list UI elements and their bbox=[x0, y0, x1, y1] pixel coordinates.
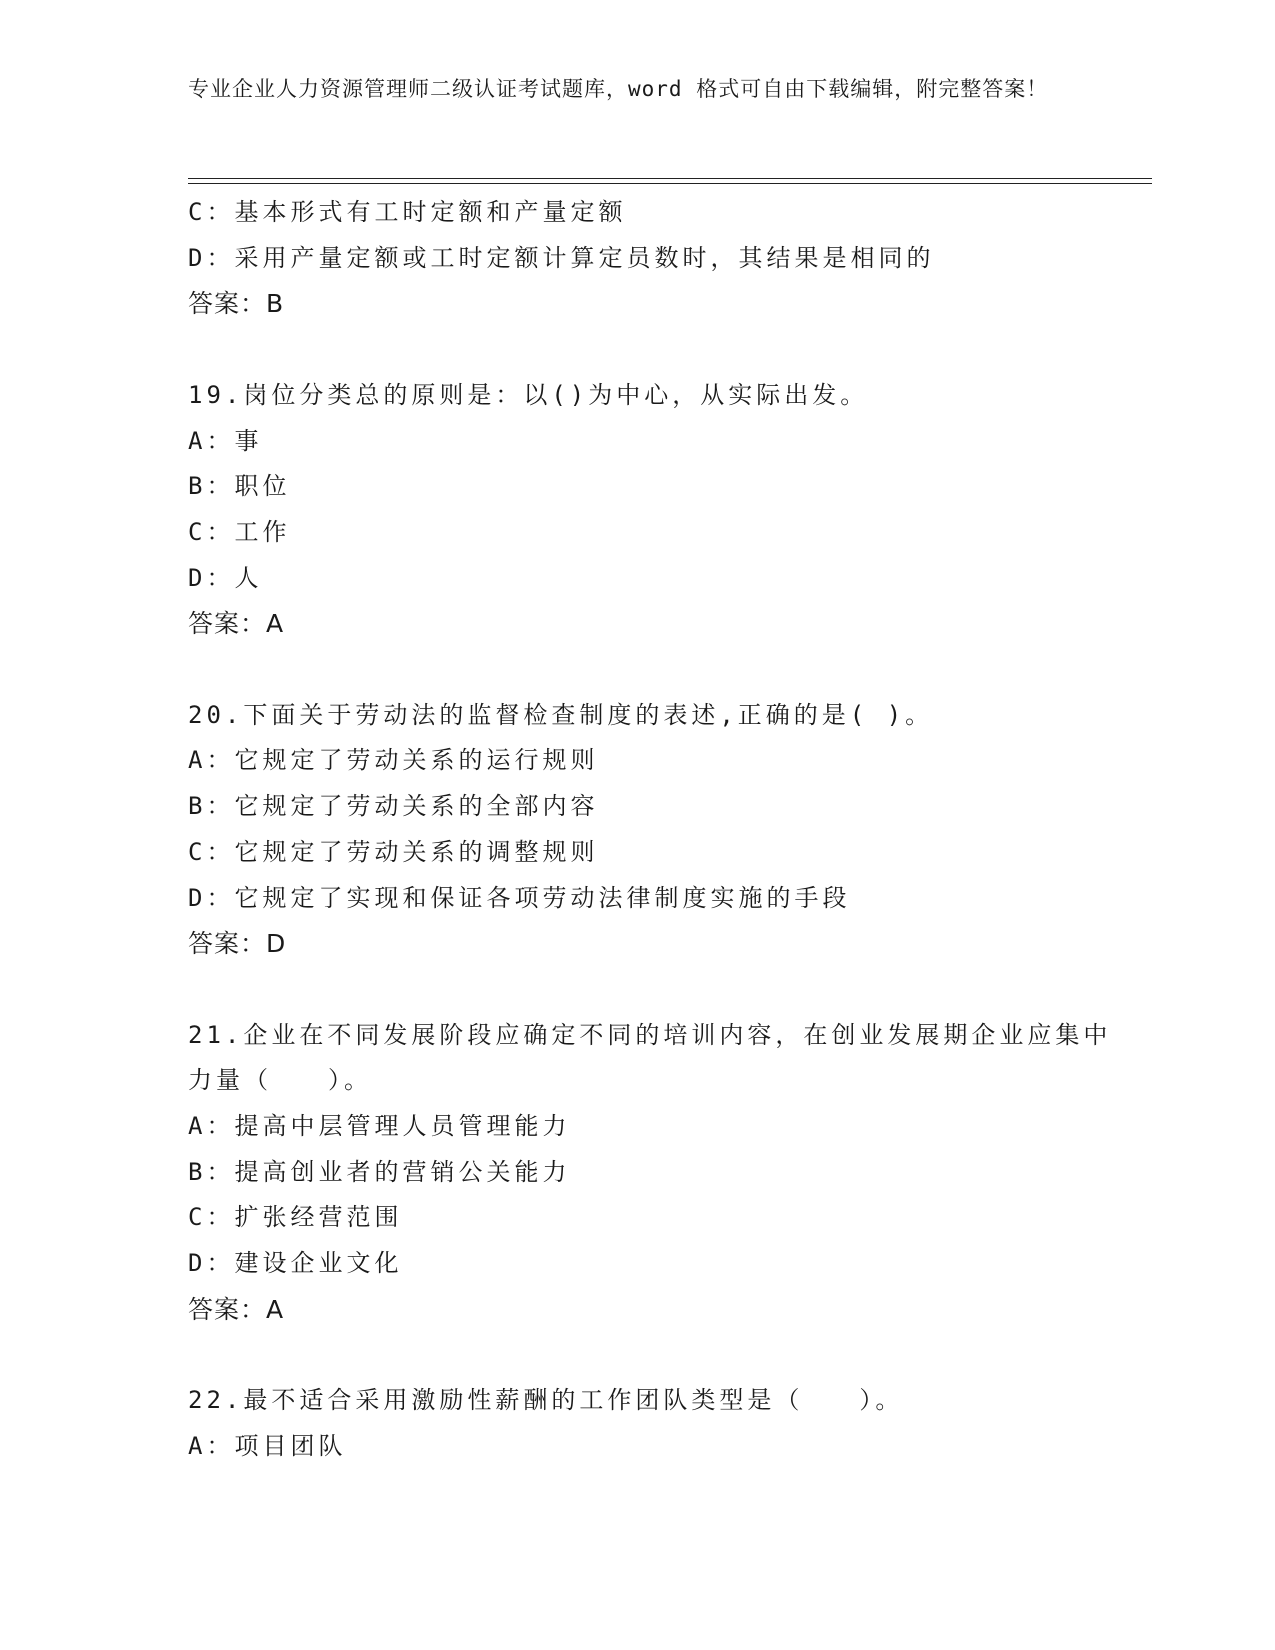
spacer bbox=[188, 647, 1128, 693]
option-d: D：它规定了实现和保证各项劳动法律制度实施的手段 bbox=[188, 883, 851, 912]
option-d: D：建设企业文化 bbox=[188, 1249, 403, 1278]
option-a: A：它规定了劳动关系的运行规则 bbox=[188, 746, 599, 775]
answer-line: 答案：A bbox=[188, 1294, 285, 1324]
option-b: B：职位 bbox=[188, 472, 291, 501]
previous-question-tail bbox=[188, 190, 1128, 327]
option-b: B：提高创业者的营销公关能力 bbox=[188, 1157, 571, 1186]
option-a: A：提高中层管理人员管理能力 bbox=[188, 1112, 571, 1141]
option-c: C：工作 bbox=[188, 517, 291, 546]
spacer bbox=[188, 1333, 1128, 1379]
spacer bbox=[188, 967, 1128, 1013]
question-stem: 19.岗位分类总的原则是：以()为中心，从实际出发。 bbox=[188, 380, 869, 409]
question-19 bbox=[188, 373, 1128, 647]
question-20 bbox=[188, 693, 1128, 967]
option-c: C：它规定了劳动关系的调整规则 bbox=[188, 837, 599, 866]
question-stem: 22.最不适合采用激励性薪酬的工作团队类型是（ ）。 bbox=[188, 1386, 904, 1415]
spacer bbox=[188, 327, 1128, 373]
option-d: D：采用产量定额或工时定额计算定员数时，其结果是相同的 bbox=[188, 243, 935, 272]
option-c: C：扩张经营范围 bbox=[188, 1203, 403, 1232]
option-a: A：项目团队 bbox=[188, 1431, 347, 1460]
question-22 bbox=[188, 1378, 1128, 1469]
option-b: B：它规定了劳动关系的全部内容 bbox=[188, 792, 599, 821]
answer-line: 答案：B bbox=[188, 289, 285, 319]
option-c: C：基本形式有工时定额和产量定额 bbox=[188, 198, 627, 226]
answer-line: 答案：D bbox=[188, 929, 287, 959]
question-21 bbox=[188, 1013, 1128, 1333]
document-header: 专业企业人力资源管理师二级认证考试题库，word 格式可自由下载编辑，附完整答案！ bbox=[188, 77, 1049, 101]
header-divider-top bbox=[188, 178, 1152, 179]
answer-line: 答案：A bbox=[188, 609, 285, 639]
header-divider-bottom bbox=[188, 183, 1152, 184]
option-d: D：人 bbox=[188, 563, 263, 592]
question-stem: 21.企业在不同发展阶段应确定不同的培训内容，在创业发展期企业应集中力量（ ）。 bbox=[188, 1020, 1112, 1095]
option-a: A：事 bbox=[188, 426, 263, 455]
question-stem: 20.下面关于劳动法的监督检查制度的表述,正确的是( )。 bbox=[188, 700, 934, 729]
question-list bbox=[188, 190, 1128, 1470]
